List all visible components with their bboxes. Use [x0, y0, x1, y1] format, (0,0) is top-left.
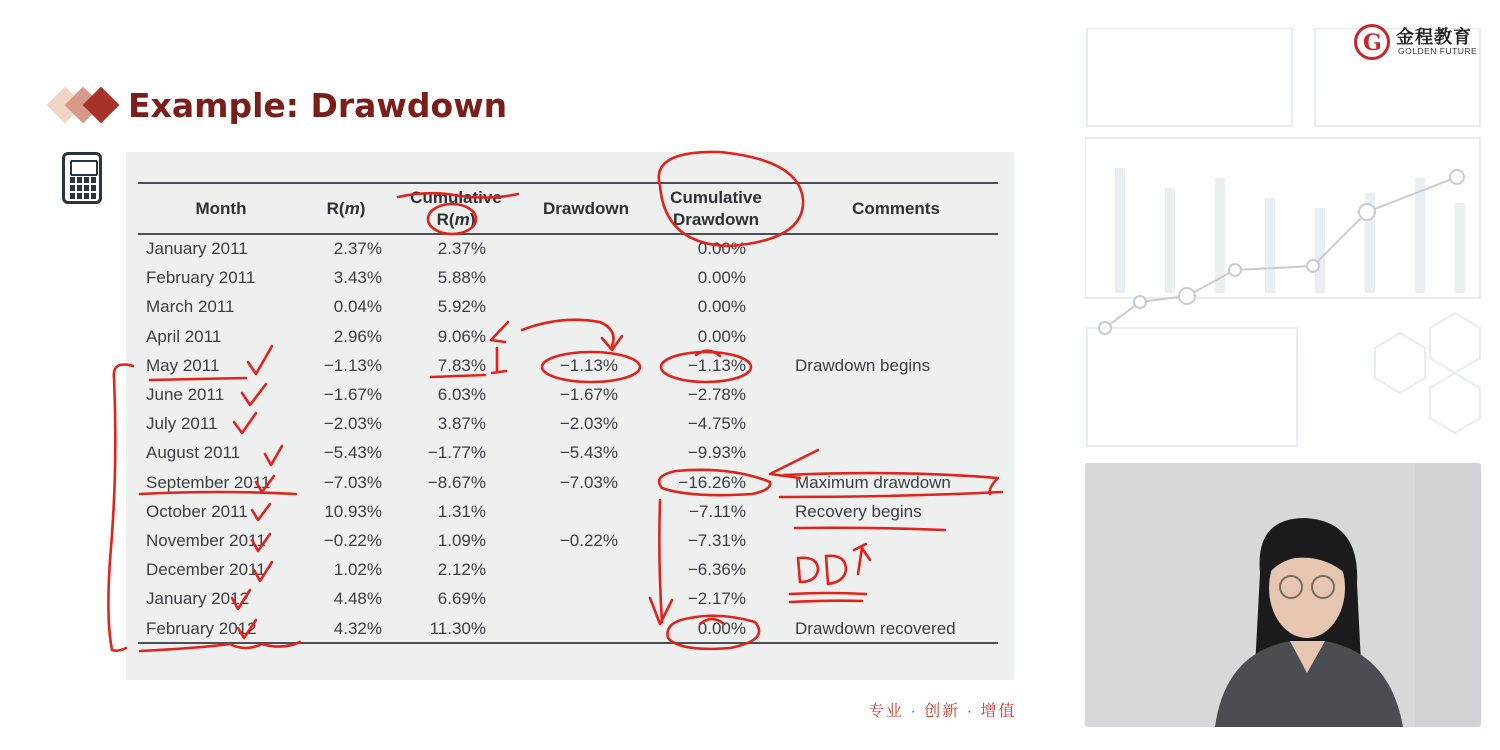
cell-cdd: −4.75%: [687, 414, 746, 434]
cell-cdd: −7.31%: [687, 531, 746, 550]
presenter-video: [1085, 463, 1481, 727]
cell-comment: Drawdown recovered: [795, 618, 956, 638]
brand-name-cn: 金程教育: [1396, 27, 1472, 47]
cell-month: February 2012: [146, 618, 257, 638]
cell-cum: 5.88%: [437, 268, 486, 288]
cell-r: −1.13%: [323, 355, 382, 375]
cell-month: April 2011: [146, 326, 222, 346]
cell-month: February 2011: [146, 268, 256, 288]
cell-dd: −1.13%: [559, 355, 618, 375]
cell-r: −0.22%: [323, 531, 382, 550]
cell-dd: −2.03%: [559, 414, 618, 434]
cell-cdd: −6.36%: [687, 560, 746, 580]
cell-cdd: 0.00%: [697, 268, 746, 288]
cell-cdd: −9.93%: [687, 443, 746, 463]
header-drawdown: Drawdown: [543, 199, 629, 218]
cell-cum: 1.09%: [437, 531, 486, 550]
cell-cdd: −1.13%: [687, 355, 746, 375]
calculator-icon: [62, 152, 102, 204]
cell-cum: 7.83%: [437, 355, 486, 375]
header-month: Month: [195, 199, 247, 218]
cell-cdd: 0.00%: [697, 618, 746, 638]
brand-logo: [1354, 22, 1486, 62]
cell-month: October 2011: [146, 501, 248, 521]
cell-month: December 2011: [146, 560, 266, 580]
cell-dd: −0.22%: [559, 531, 618, 550]
cell-cdd: 0.00%: [697, 326, 746, 346]
cell-cum: 9.06%: [437, 326, 486, 346]
cell-cum: 11.30%: [429, 618, 486, 638]
cell-comment: Maximum drawdown: [795, 472, 951, 492]
cell-r: 4.48%: [333, 589, 382, 609]
cell-cum: 5.92%: [437, 297, 486, 317]
cell-cum: 3.87%: [437, 414, 486, 434]
header-cumulative-drawdown: Cumulative Drawdown: [670, 188, 762, 229]
cell-comment: Recovery begins: [795, 501, 922, 521]
cell-r: −1.67%: [323, 385, 382, 404]
cell-r: 1.02%: [333, 560, 382, 580]
header-cumulative-rm: Cumulative R(m): [410, 188, 502, 229]
cell-r: −5.43%: [323, 443, 382, 463]
background-infographic: [1085, 28, 1490, 458]
brand-name-en: GOLDEN FUTURE: [1398, 46, 1478, 56]
cell-cdd: −7.11%: [689, 501, 746, 521]
cell-month: July 2011: [146, 414, 218, 434]
cell-cum: 6.69%: [437, 589, 486, 609]
table-bottom-rule: [138, 642, 998, 644]
cell-r: −2.03%: [323, 414, 382, 434]
brand-seal-icon: G: [1354, 24, 1390, 60]
cell-month: March 2011: [146, 297, 235, 317]
cell-cum: −1.77%: [427, 443, 486, 463]
cell-r: 3.43%: [333, 268, 382, 288]
cell-cum: 2.12%: [437, 560, 486, 580]
cell-r: 4.32%: [333, 618, 382, 638]
cell-cum: 6.03%: [437, 385, 486, 404]
drawdown-table: [126, 152, 1014, 680]
cell-r: 10.93%: [324, 501, 382, 521]
cell-month: May 2011: [146, 355, 220, 375]
presenter-figure: [1085, 463, 1481, 727]
cell-month: September 2011: [146, 472, 271, 492]
cell-r: 2.96%: [333, 326, 382, 346]
cell-cum: −8.67%: [427, 472, 486, 492]
cell-month: January 2012: [146, 589, 250, 609]
table-header-rule: [138, 233, 998, 235]
cell-r: 0.04%: [333, 297, 382, 317]
cell-dd: −1.67%: [559, 385, 618, 404]
header-rm: R(m): [326, 199, 366, 218]
cell-cum: 2.37%: [437, 239, 486, 258]
cell-month: January 2011: [146, 239, 248, 258]
cell-dd: −7.03%: [559, 472, 618, 492]
cell-r: −7.03%: [323, 472, 382, 492]
cell-cdd: −2.17%: [687, 589, 746, 609]
slide-title: Example: Drawdown: [128, 86, 508, 125]
cell-cdd: −2.78%: [687, 385, 746, 404]
cell-month: August 2011: [146, 443, 241, 463]
table-top-rule: [138, 182, 998, 184]
cell-dd: −5.43%: [559, 443, 618, 463]
cell-comment: Drawdown begins: [795, 355, 931, 375]
header-comments: Comments: [852, 199, 940, 218]
slogan: 专业 · 创新 · 增值: [868, 703, 1017, 720]
cell-cdd: 0.00%: [697, 239, 746, 258]
cell-cdd: 0.00%: [697, 297, 746, 317]
cell-month: November 2011: [146, 531, 266, 550]
cell-month: June 2011: [146, 385, 225, 404]
cell-cdd: −16.26%: [678, 472, 746, 492]
cell-cum: 1.31%: [437, 501, 486, 521]
cell-r: 2.37%: [333, 239, 382, 258]
